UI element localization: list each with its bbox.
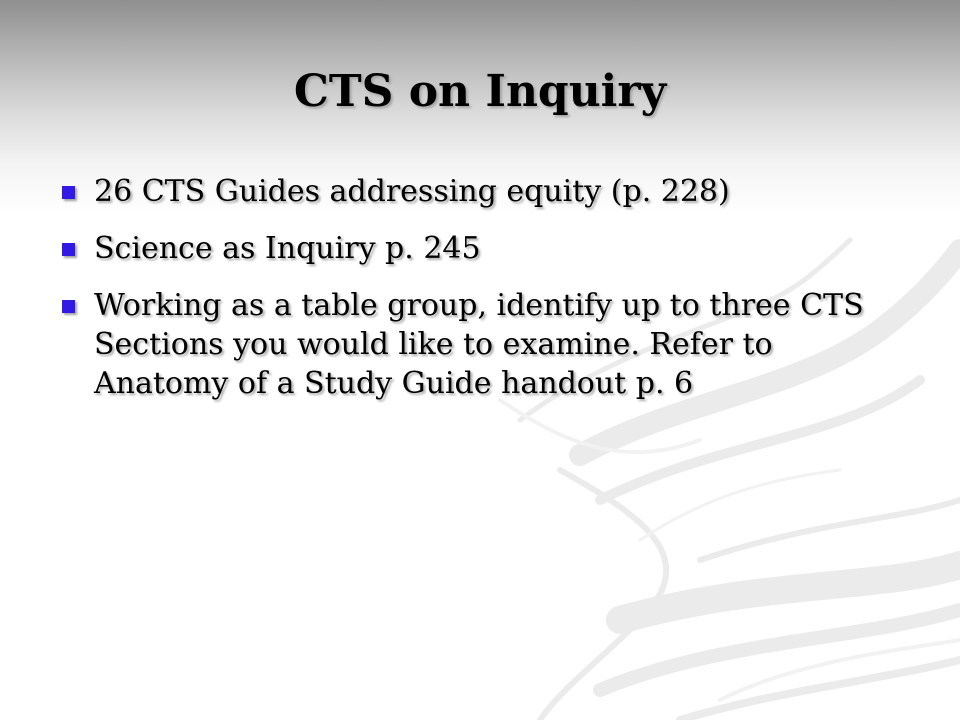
bullet-text: Working as a table group, identify up to three CTS Sections you would like to examine. Refer to Anatomy of a Study Guide handout p. 6 bbox=[94, 288, 864, 401]
bullet-item bbox=[62, 229, 912, 268]
bullet-item bbox=[62, 172, 912, 211]
square-bullet-icon bbox=[62, 186, 75, 199]
bullet-item bbox=[62, 286, 912, 403]
slide-title: CTS on Inquiry bbox=[293, 66, 667, 117]
square-bullet-icon bbox=[62, 300, 75, 313]
square-bullet-icon bbox=[62, 243, 75, 256]
bullet-list bbox=[62, 172, 912, 421]
bullet-text: Science as Inquiry p. 245 bbox=[94, 231, 481, 266]
bullet-text: 26 CTS Guides addressing equity (p. 228) bbox=[94, 174, 730, 209]
